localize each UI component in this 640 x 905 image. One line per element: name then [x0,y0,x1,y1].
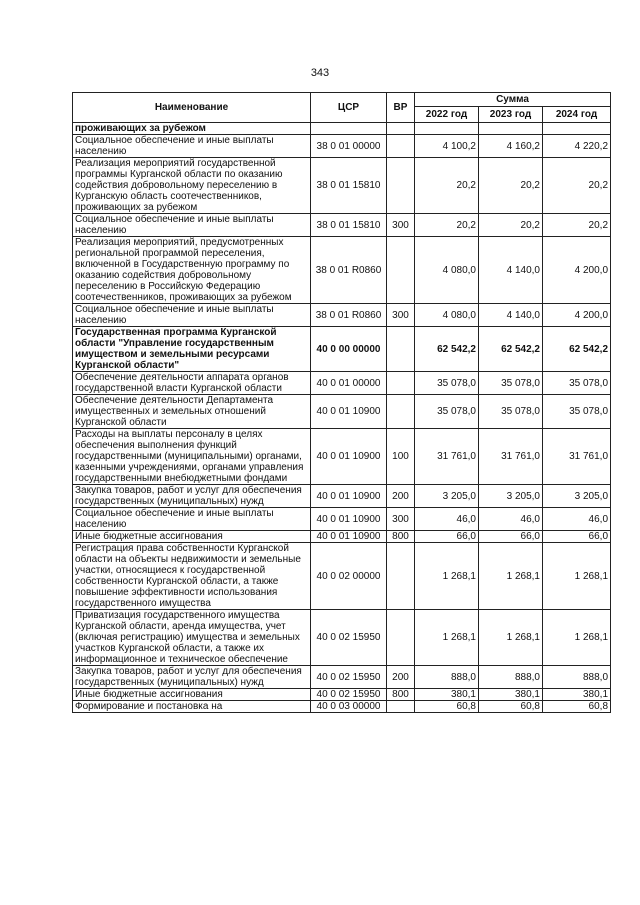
table-row [73,395,611,429]
row-amount-2023: 60,8 [479,701,543,713]
row-vr-code: 800 [387,531,415,543]
row-name: Реализация мероприятий государственной программы Курганской области по оказанию содействия добровольному переселению в Курганскую область соотечественников, проживающих за рубежом [73,158,311,214]
table-row [73,508,611,531]
row-amount-2023: 46,0 [479,508,543,531]
row-name: проживающих за рубежом [73,123,311,135]
row-amount-2023: 4 140,0 [479,237,543,304]
table-row [73,701,611,713]
row-vr-code [387,701,415,713]
row-csr-code: 40 0 02 15950 [311,610,387,666]
row-name: Расходы на выплаты персоналу в целях обеспечения выполнения функций государственными (муниципальными) органами, казенными учреждениями, органами управления государственными внебюджетными фондами [73,429,311,485]
row-name: Социальное обеспечение и иные выплаты населению [73,304,311,327]
row-amount-2023: 4 160,2 [479,135,543,158]
row-name: Обеспечение деятельности аппарата органов государственной власти Курганской области [73,372,311,395]
row-amount-2022: 60,8 [415,701,479,713]
row-vr-code [387,610,415,666]
row-csr-code: 40 0 02 15950 [311,666,387,689]
row-amount-2023: 3 205,0 [479,485,543,508]
row-vr-code: 200 [387,485,415,508]
row-amount-2024: 31 761,0 [543,429,611,485]
row-amount-2024: 1 268,1 [543,610,611,666]
row-vr-code [387,158,415,214]
row-vr-code [387,327,415,372]
table-row [73,543,611,610]
row-name: Социальное обеспечение и иные выплаты населению [73,214,311,237]
row-csr-code: 40 0 01 00000 [311,372,387,395]
row-amount-2024: 20,2 [543,158,611,214]
row-amount-2024: 35 078,0 [543,395,611,429]
row-amount-2024: 1 268,1 [543,543,611,610]
row-name: Социальное обеспечение и иные выплаты населению [73,135,311,158]
row-name: Государственная программа Курганской области "Управление государственным имуществом и земельными ресурсами Курганской области" [73,327,311,372]
row-amount-2022: 4 080,0 [415,304,479,327]
row-amount-2023: 35 078,0 [479,395,543,429]
row-amount-2023: 66,0 [479,531,543,543]
row-name: Социальное обеспечение и иные выплаты населению [73,508,311,531]
row-csr-code: 40 0 02 00000 [311,543,387,610]
row-amount-2023: 62 542,2 [479,327,543,372]
row-amount-2022: 20,2 [415,214,479,237]
row-amount-2022 [415,123,479,135]
row-amount-2022: 46,0 [415,508,479,531]
row-amount-2024: 62 542,2 [543,327,611,372]
row-amount-2022: 31 761,0 [415,429,479,485]
row-vr-code: 300 [387,304,415,327]
row-csr-code: 38 0 01 R0860 [311,304,387,327]
row-amount-2024: 60,8 [543,701,611,713]
row-name: Регистрация права собственности Курганской области на объекты недвижимости и земельные участки, относящиеся к государственной собственности Курганской области, а также повышение эффективности использования государственного имущества [73,543,311,610]
row-name: Иные бюджетные ассигнования [73,689,311,701]
row-vr-code [387,237,415,304]
row-name: Закупка товаров, работ и услуг для обеспечения государственных (муниципальных) нужд [73,666,311,689]
row-csr-code: 40 0 01 10900 [311,485,387,508]
row-amount-2024: 4 200,0 [543,304,611,327]
row-amount-2022: 1 268,1 [415,610,479,666]
row-csr-code: 38 0 01 15810 [311,214,387,237]
row-vr-code [387,372,415,395]
row-amount-2024 [543,123,611,135]
header-year-2022: 2022 год [415,107,479,123]
row-csr-code: 40 0 01 10900 [311,395,387,429]
row-csr-code: 40 0 01 10900 [311,531,387,543]
row-csr-code: 40 0 01 10900 [311,429,387,485]
row-amount-2022: 888,0 [415,666,479,689]
row-csr-code: 40 0 03 00000 [311,701,387,713]
table-row [73,237,611,304]
row-csr-code: 38 0 01 R0860 [311,237,387,304]
table-row [73,123,611,135]
table-row [73,214,611,237]
row-vr-code: 200 [387,666,415,689]
row-amount-2024: 46,0 [543,508,611,531]
row-vr-code [387,135,415,158]
row-amount-2024: 66,0 [543,531,611,543]
table-row [73,135,611,158]
header-vr: ВР [387,93,415,123]
row-vr-code [387,543,415,610]
row-amount-2024: 4 200,0 [543,237,611,304]
row-amount-2022: 35 078,0 [415,372,479,395]
row-name: Обеспечение деятельности Департамента имущественных и земельных отношений Курганской области [73,395,311,429]
row-csr-code: 38 0 01 15810 [311,158,387,214]
row-amount-2022: 4 100,2 [415,135,479,158]
table-row [73,158,611,214]
row-csr-code: 40 0 02 15950 [311,689,387,701]
row-name: Формирование и постановка на [73,701,311,713]
row-amount-2022: 62 542,2 [415,327,479,372]
row-amount-2024: 4 220,2 [543,135,611,158]
row-amount-2023: 380,1 [479,689,543,701]
row-amount-2022: 35 078,0 [415,395,479,429]
table-row [73,372,611,395]
table-row [73,485,611,508]
table-row [73,610,611,666]
row-amount-2022: 380,1 [415,689,479,701]
row-vr-code [387,395,415,429]
row-amount-2023: 1 268,1 [479,610,543,666]
row-amount-2023 [479,123,543,135]
header-csr: ЦСР [311,93,387,123]
header-year-2024: 2024 год [543,107,611,123]
row-amount-2024: 380,1 [543,689,611,701]
header-name: Наименование [73,93,311,123]
table-row [73,429,611,485]
row-vr-code: 800 [387,689,415,701]
row-name: Закупка товаров, работ и услуг для обеспечения государственных (муниципальных) нужд [73,485,311,508]
table-row [73,689,611,701]
table-row [73,531,611,543]
row-amount-2024: 20,2 [543,214,611,237]
row-vr-code: 300 [387,508,415,531]
row-amount-2023: 888,0 [479,666,543,689]
row-amount-2024: 35 078,0 [543,372,611,395]
row-csr-code: 38 0 01 00000 [311,135,387,158]
table-body [73,123,611,713]
row-amount-2023: 1 268,1 [479,543,543,610]
row-amount-2023: 31 761,0 [479,429,543,485]
row-vr-code: 300 [387,214,415,237]
row-name: Реализация мероприятий, предусмотренных региональной программой переселения, включенной в Государственную программу по оказанию содействия добровольному переселению в Российскую Федерацию соотечественников, проживающих за рубежом [73,237,311,304]
page-number: 343 [310,67,330,79]
budget-table [72,92,611,713]
table-row [73,666,611,689]
row-amount-2024: 3 205,0 [543,485,611,508]
row-csr-code [311,123,387,135]
row-vr-code: 100 [387,429,415,485]
row-amount-2023: 4 140,0 [479,304,543,327]
row-name: Приватизация государственного имущества Курганской области, аренда имущества, учет (включая регистрацию) имущества и земельных участков Курганской области, а также их информационное и техническое обеспечение [73,610,311,666]
row-name: Иные бюджетные ассигнования [73,531,311,543]
row-amount-2023: 20,2 [479,214,543,237]
row-amount-2022: 3 205,0 [415,485,479,508]
row-csr-code: 40 0 00 00000 [311,327,387,372]
row-amount-2022: 66,0 [415,531,479,543]
row-amount-2022: 20,2 [415,158,479,214]
row-amount-2024: 888,0 [543,666,611,689]
row-csr-code: 40 0 01 10900 [311,508,387,531]
row-vr-code [387,123,415,135]
row-amount-2022: 1 268,1 [415,543,479,610]
row-amount-2023: 35 078,0 [479,372,543,395]
row-amount-2023: 20,2 [479,158,543,214]
table-row [73,327,611,372]
header-sum: Сумма [415,93,611,107]
row-amount-2022: 4 080,0 [415,237,479,304]
table-row [73,304,611,327]
header-year-2023: 2023 год [479,107,543,123]
